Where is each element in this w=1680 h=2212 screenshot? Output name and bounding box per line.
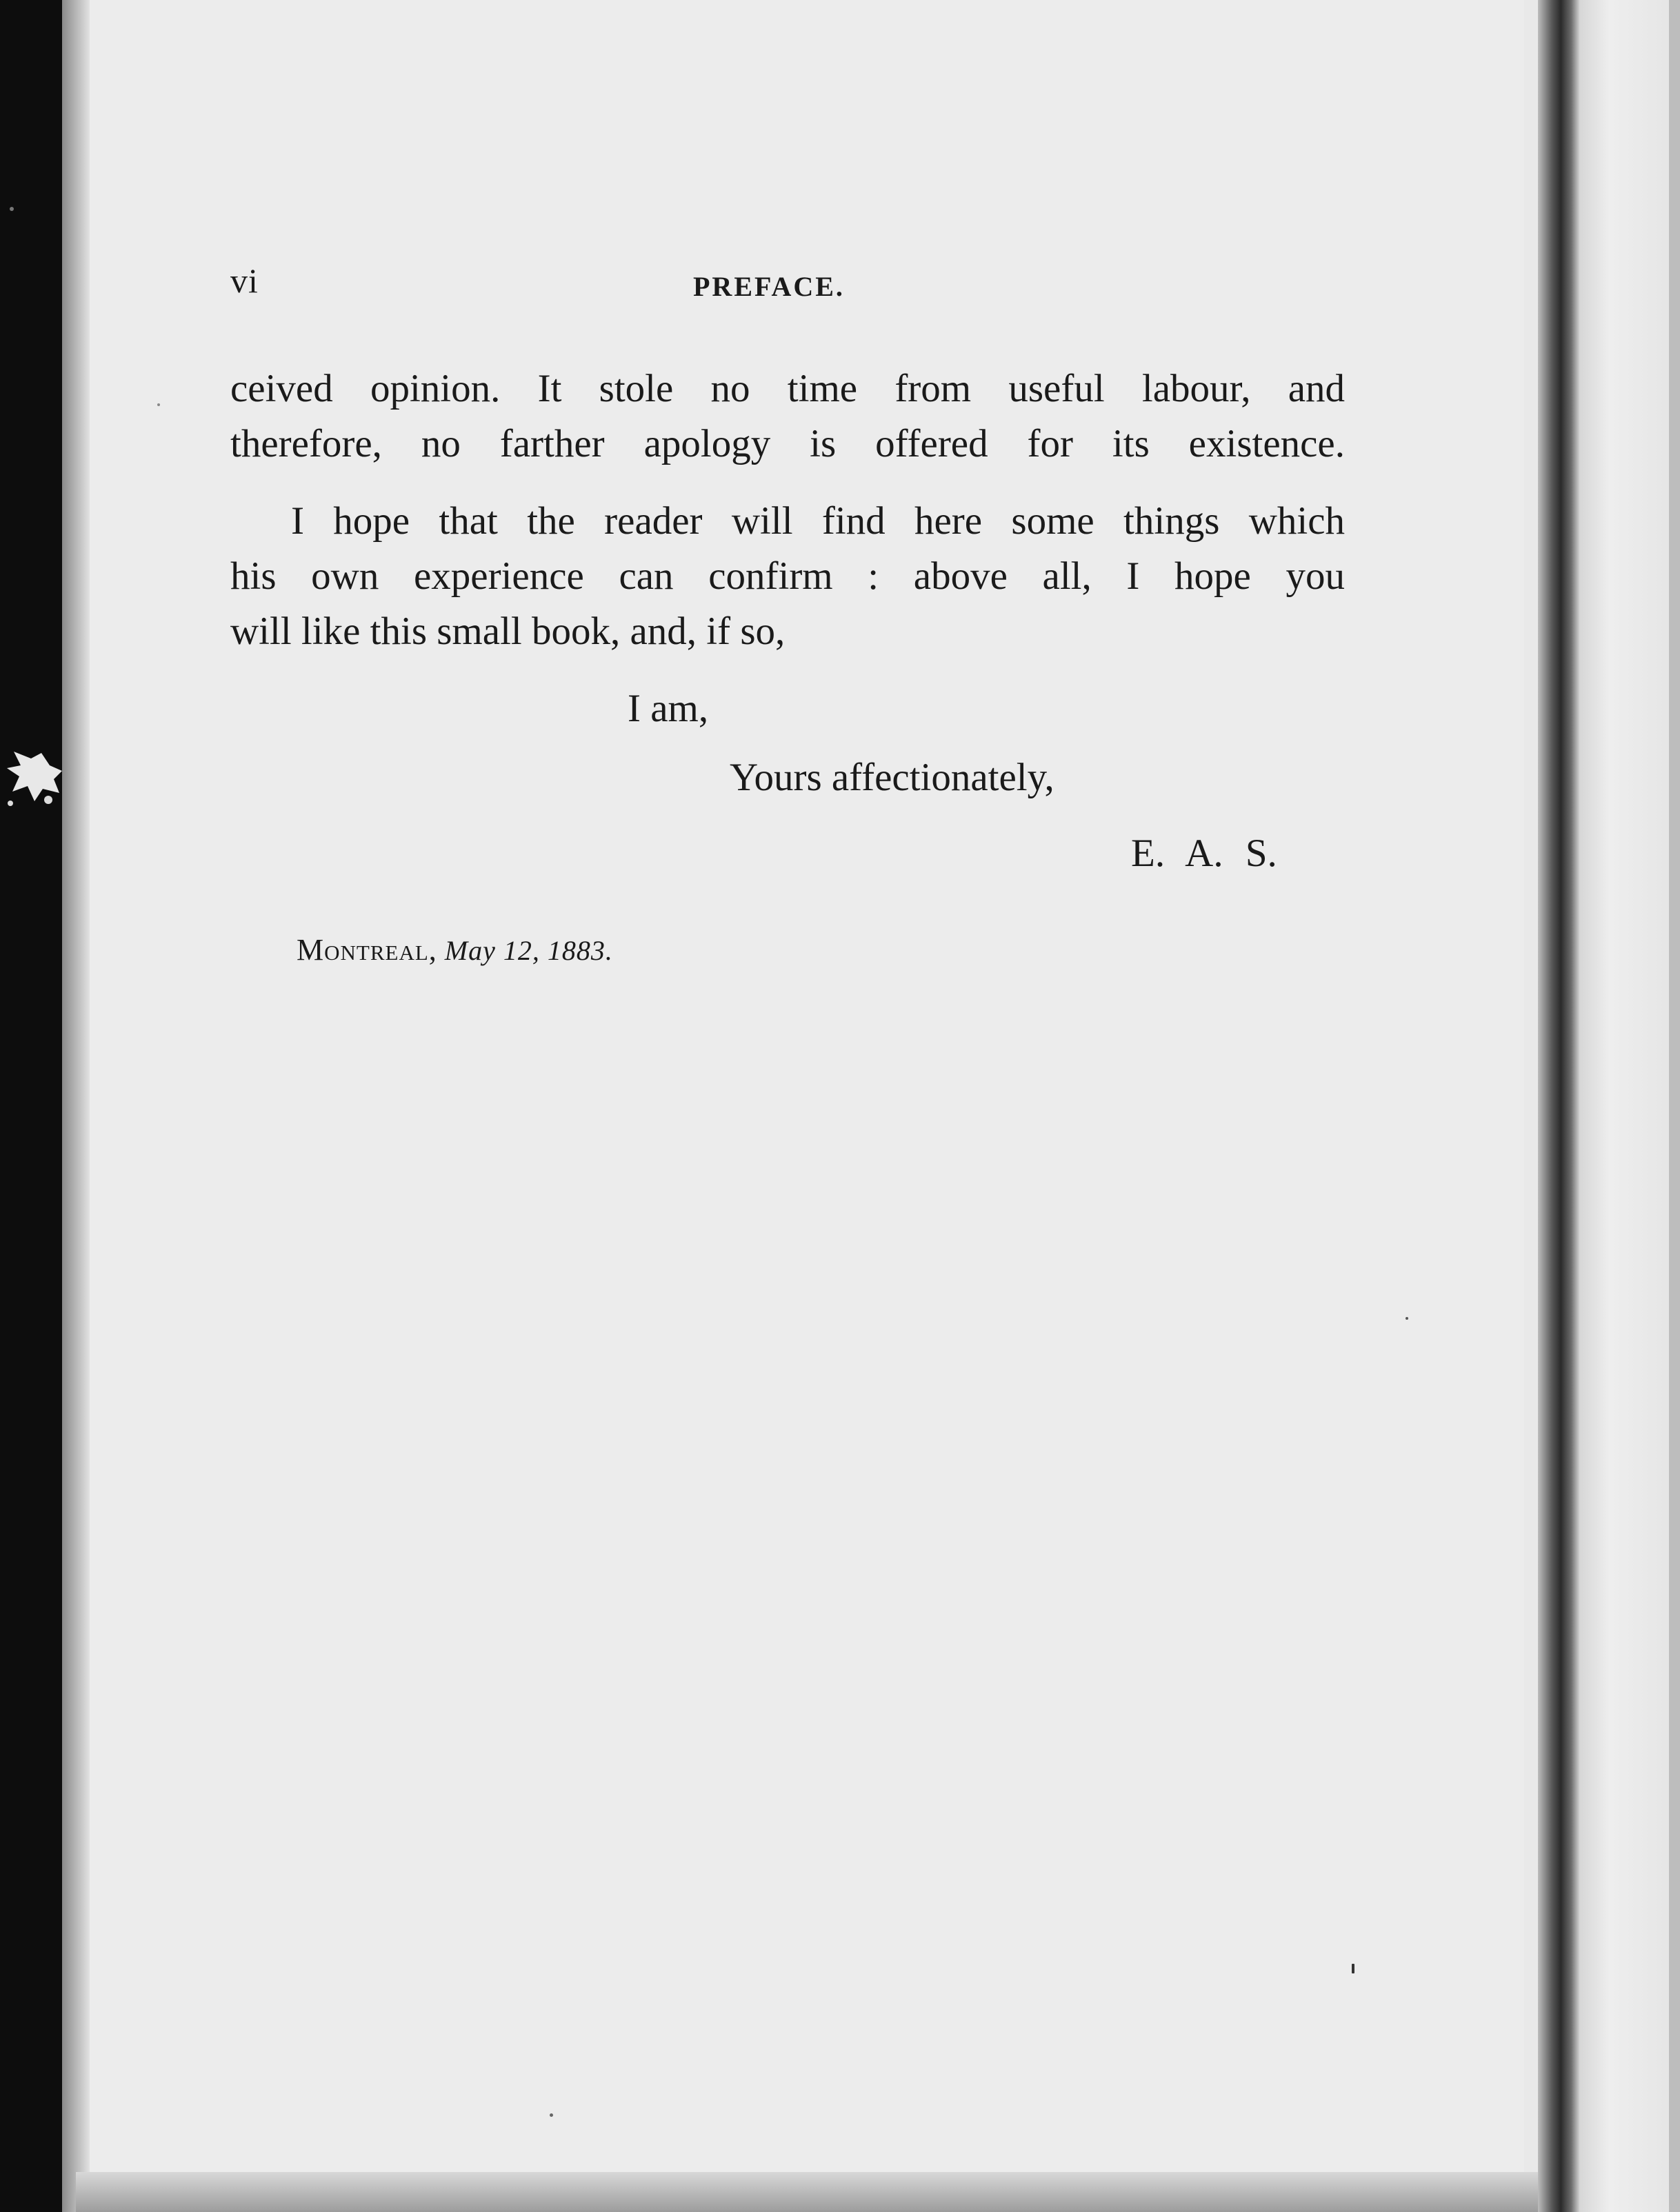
page-edge-shadow [62, 0, 90, 2212]
dateline [297, 932, 613, 967]
page-bottom-shadow [76, 2172, 1559, 2212]
paragraph-2-line-2: his own experience can confirm : above all, I hope you [230, 554, 1345, 598]
scan-speck [157, 403, 160, 406]
signature-initials: E. A. S. [1131, 832, 1277, 875]
closing-line-2: Yours affectionately, [730, 756, 1054, 799]
dateline-place: Montreal, [297, 933, 437, 967]
scan-speck [1406, 1317, 1408, 1320]
scan-speck [10, 207, 14, 211]
running-title: PREFACE. [693, 271, 845, 302]
scan-border-left [0, 0, 62, 2212]
facing-page-border [1669, 0, 1680, 2212]
ink-blot-mark [0, 738, 76, 814]
paragraph-1-line-2: therefore, no farther apology is offered for its existence. [230, 422, 1345, 465]
paragraph-1 [230, 361, 1345, 472]
scan-speck [550, 2113, 553, 2117]
page-number: vi [230, 261, 259, 300]
dateline-date: May 12, 1883. [444, 935, 613, 966]
scan-speck [1352, 1964, 1354, 1973]
paragraph-2 [230, 494, 1345, 659]
paragraph-2-line-3: will like this small book, and, if so, [230, 610, 786, 653]
paragraph-2-line-1: I hope that the reader will find here some things which [291, 499, 1345, 543]
paragraph-1-line-1: ceived opinion. It stole no time from useful labour, and [230, 367, 1345, 410]
closing-line-1: I am, [628, 687, 709, 730]
book-gutter [1538, 0, 1579, 2212]
facing-page-edge [1579, 0, 1680, 2212]
page-sheet [90, 0, 1524, 2189]
